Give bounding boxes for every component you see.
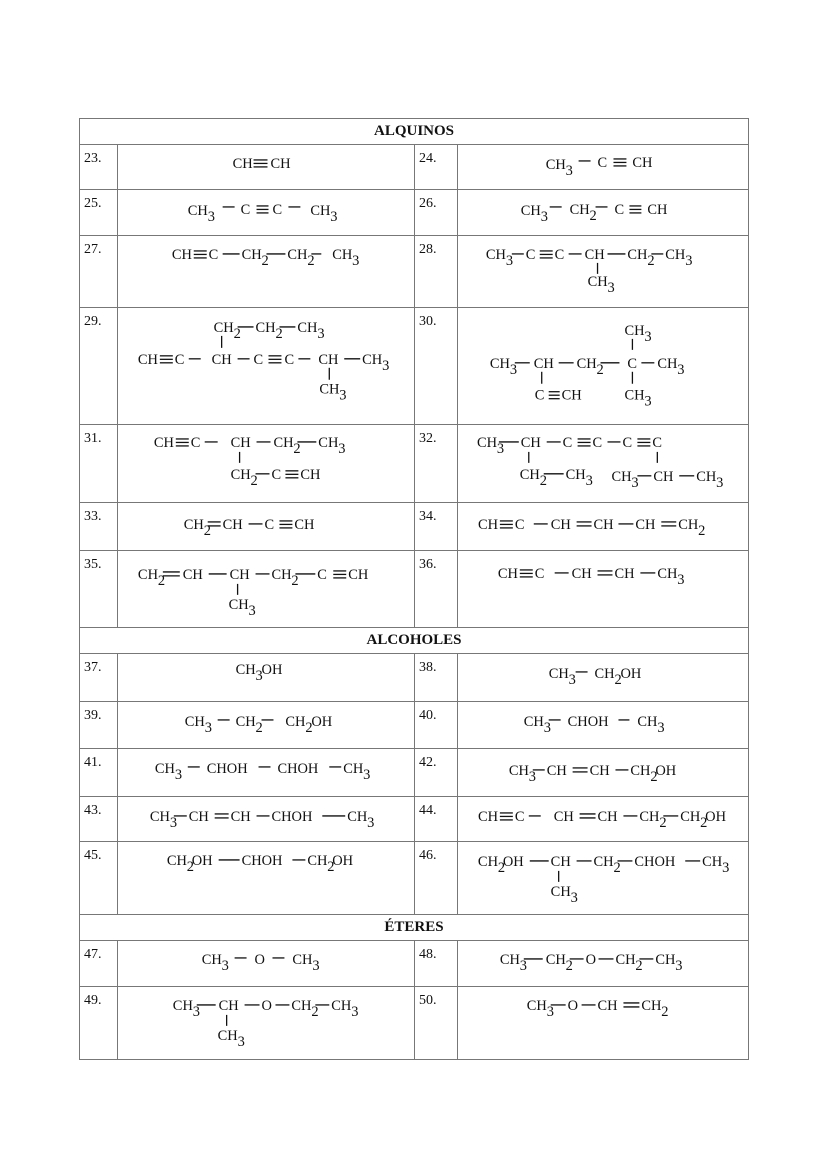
svg-text:3: 3 bbox=[207, 208, 215, 225]
formula-31 bbox=[118, 425, 415, 503]
svg-text:CH: CH bbox=[310, 202, 331, 219]
svg-text:OH: OH bbox=[261, 662, 283, 679]
item-number: 26. bbox=[415, 189, 458, 235]
svg-text:3: 3 bbox=[509, 362, 518, 379]
section-alquinos: ALQUINOS bbox=[80, 119, 749, 145]
svg-text:CH: CH bbox=[597, 998, 618, 1015]
svg-text:CH: CH bbox=[307, 852, 328, 869]
svg-text:CH: CH bbox=[508, 762, 529, 779]
svg-text:3: 3 bbox=[330, 208, 338, 225]
item-number: 47. bbox=[80, 941, 118, 987]
svg-text:CH: CH bbox=[319, 382, 340, 399]
item-number: 42. bbox=[415, 749, 458, 797]
svg-text:CH: CH bbox=[553, 808, 574, 825]
item-number: 28. bbox=[415, 235, 458, 308]
svg-text:CH: CH bbox=[584, 246, 605, 263]
svg-text:CH: CH bbox=[653, 468, 674, 485]
svg-text:CH: CH bbox=[678, 516, 699, 533]
svg-text:CH: CH bbox=[526, 998, 547, 1015]
svg-text:3: 3 bbox=[505, 252, 514, 269]
svg-text:CH: CH bbox=[332, 246, 353, 263]
svg-text:CHOH: CHOH bbox=[567, 714, 609, 731]
item-number: 34. bbox=[415, 502, 458, 550]
svg-text:CH: CH bbox=[229, 566, 250, 583]
svg-text:CH: CH bbox=[291, 998, 312, 1015]
formula-32 bbox=[458, 425, 749, 503]
svg-text:CH: CH bbox=[657, 356, 678, 373]
svg-text:3: 3 bbox=[570, 889, 578, 906]
svg-text:CH: CH bbox=[477, 808, 499, 825]
svg-text:CH: CH bbox=[331, 998, 352, 1015]
svg-text:CH: CH bbox=[300, 466, 321, 483]
svg-text:2: 2 bbox=[614, 672, 622, 689]
svg-text:CH: CH bbox=[149, 808, 170, 825]
svg-text:3: 3 bbox=[237, 1034, 245, 1051]
svg-text:C: C bbox=[240, 201, 251, 218]
svg-text:2: 2 bbox=[157, 572, 166, 589]
svg-text:CH: CH bbox=[137, 566, 159, 583]
formula-27 bbox=[118, 235, 415, 308]
svg-text:CH: CH bbox=[154, 760, 175, 777]
formula-44 bbox=[458, 796, 749, 841]
svg-text:CH: CH bbox=[589, 762, 610, 779]
svg-text:CH: CH bbox=[285, 714, 306, 731]
svg-text:CH: CH bbox=[172, 998, 193, 1015]
item-number: 50. bbox=[415, 987, 458, 1060]
svg-text:CH: CH bbox=[520, 202, 541, 219]
svg-text:C: C bbox=[597, 154, 608, 171]
svg-text:2: 2 bbox=[565, 958, 573, 975]
svg-text:CH: CH bbox=[183, 516, 204, 533]
svg-text:3: 3 bbox=[317, 326, 325, 343]
svg-text:CH: CH bbox=[294, 516, 315, 533]
svg-text:CH: CH bbox=[571, 565, 592, 582]
item-number: 41. bbox=[80, 749, 118, 797]
svg-text:CH: CH bbox=[593, 853, 614, 870]
item-number: 30. bbox=[415, 308, 458, 425]
svg-text:CH: CH bbox=[548, 666, 569, 683]
svg-text:CHOH: CHOH bbox=[634, 853, 676, 870]
svg-text:C: C bbox=[190, 434, 201, 451]
svg-text:2: 2 bbox=[311, 1004, 319, 1021]
item-number: 37. bbox=[80, 654, 118, 702]
svg-text:OH: OH bbox=[311, 714, 333, 731]
svg-text:O: O bbox=[585, 952, 597, 969]
svg-text:CH: CH bbox=[137, 352, 158, 369]
svg-text:2: 2 bbox=[539, 472, 547, 489]
svg-text:CH: CH bbox=[655, 952, 676, 969]
svg-text:CH: CH bbox=[489, 356, 510, 373]
svg-text:CH: CH bbox=[270, 155, 291, 172]
svg-text:3: 3 bbox=[644, 394, 652, 411]
svg-text:CH: CH bbox=[702, 853, 723, 870]
svg-text:CH: CH bbox=[657, 565, 678, 582]
svg-text:C: C bbox=[272, 201, 283, 218]
svg-text:CH: CH bbox=[497, 565, 518, 582]
svg-text:OH: OH bbox=[191, 852, 213, 869]
svg-text:3: 3 bbox=[677, 571, 685, 588]
svg-text:CH: CH bbox=[477, 516, 499, 533]
svg-text:CH: CH bbox=[647, 201, 668, 218]
svg-text:CH: CH bbox=[565, 466, 586, 483]
svg-text:CHOH: CHOH bbox=[241, 852, 283, 869]
item-number: 32. bbox=[415, 425, 458, 503]
svg-text:3: 3 bbox=[363, 766, 371, 783]
item-number: 27. bbox=[80, 235, 118, 308]
formula-30 bbox=[458, 308, 749, 425]
svg-text:CH: CH bbox=[218, 998, 239, 1015]
formula-23 bbox=[118, 145, 415, 190]
formula-36 bbox=[458, 550, 749, 628]
svg-text:3: 3 bbox=[631, 474, 639, 491]
svg-text:CH: CH bbox=[520, 434, 541, 451]
svg-text:CH: CH bbox=[545, 952, 566, 969]
formula-43 bbox=[118, 796, 415, 841]
svg-text:CH: CH bbox=[166, 852, 187, 869]
svg-text:C: C bbox=[317, 566, 327, 583]
formula-24 bbox=[458, 145, 749, 190]
svg-text:CH: CH bbox=[485, 246, 506, 263]
svg-text:CH: CH bbox=[597, 808, 618, 825]
item-number: 49. bbox=[80, 987, 118, 1060]
svg-text:CH: CH bbox=[561, 388, 582, 405]
svg-text:CH: CH bbox=[611, 468, 632, 485]
svg-text:CH: CH bbox=[615, 952, 636, 969]
svg-text:2: 2 bbox=[635, 958, 643, 975]
item-number: 23. bbox=[80, 145, 118, 190]
svg-text:3: 3 bbox=[528, 768, 537, 785]
svg-text:CH: CH bbox=[184, 714, 205, 731]
svg-text:C: C bbox=[208, 246, 219, 263]
svg-text:2: 2 bbox=[305, 720, 313, 737]
formula-40 bbox=[458, 702, 749, 749]
svg-text:CH: CH bbox=[632, 154, 653, 171]
item-number: 33. bbox=[80, 502, 118, 550]
svg-text:CH: CH bbox=[230, 434, 251, 451]
svg-text:C: C bbox=[622, 434, 633, 451]
svg-text:CH: CH bbox=[271, 566, 292, 583]
svg-text:CH: CH bbox=[348, 566, 369, 583]
svg-text:3: 3 bbox=[565, 162, 573, 179]
svg-text:O: O bbox=[261, 998, 272, 1015]
svg-text:2: 2 bbox=[650, 768, 658, 785]
svg-text:CH: CH bbox=[635, 516, 656, 533]
svg-text:3: 3 bbox=[722, 859, 730, 876]
svg-text:3: 3 bbox=[585, 472, 593, 489]
svg-text:3: 3 bbox=[607, 279, 615, 296]
svg-text:OH: OH bbox=[332, 852, 354, 869]
svg-text:3: 3 bbox=[352, 252, 360, 269]
svg-text:2: 2 bbox=[233, 326, 241, 343]
svg-text:O: O bbox=[254, 952, 265, 969]
svg-text:CH: CH bbox=[519, 466, 540, 483]
svg-text:CH: CH bbox=[499, 952, 520, 969]
svg-text:3: 3 bbox=[312, 958, 320, 975]
item-number: 38. bbox=[415, 654, 458, 702]
svg-text:3: 3 bbox=[338, 440, 346, 457]
svg-text:CHOH: CHOH bbox=[206, 760, 248, 777]
svg-text:2: 2 bbox=[275, 326, 283, 343]
svg-text:2: 2 bbox=[250, 472, 258, 489]
item-number: 45. bbox=[80, 841, 118, 915]
svg-text:CH: CH bbox=[230, 808, 251, 825]
svg-text:OH: OH bbox=[655, 762, 677, 779]
svg-text:3: 3 bbox=[519, 958, 528, 975]
formula-table bbox=[79, 118, 749, 1060]
svg-text:CH: CH bbox=[171, 246, 192, 263]
svg-text:CH: CH bbox=[523, 714, 544, 731]
svg-text:CH: CH bbox=[550, 516, 571, 533]
svg-text:2: 2 bbox=[647, 252, 655, 269]
svg-text:3: 3 bbox=[382, 358, 390, 375]
svg-text:CH: CH bbox=[211, 352, 232, 369]
svg-text:C: C bbox=[514, 808, 525, 825]
item-number: 24. bbox=[415, 145, 458, 190]
item-number: 31. bbox=[80, 425, 118, 503]
svg-text:3: 3 bbox=[540, 208, 548, 225]
svg-text:CH: CH bbox=[696, 468, 717, 485]
svg-text:C: C bbox=[534, 388, 545, 405]
svg-text:2: 2 bbox=[700, 814, 708, 831]
svg-text:C: C bbox=[284, 352, 295, 369]
formula-25 bbox=[118, 189, 415, 235]
svg-text:OH: OH bbox=[705, 808, 727, 825]
svg-text:O: O bbox=[567, 998, 579, 1015]
svg-text:CH: CH bbox=[624, 323, 645, 340]
svg-text:3: 3 bbox=[192, 1004, 200, 1021]
svg-text:C: C bbox=[562, 434, 573, 451]
svg-text:CH: CH bbox=[188, 808, 209, 825]
formula-37 bbox=[118, 654, 415, 702]
svg-text:2: 2 bbox=[261, 252, 269, 269]
svg-text:CH: CH bbox=[630, 762, 651, 779]
formula-35 bbox=[118, 550, 415, 628]
formula-42 bbox=[458, 749, 749, 797]
svg-text:CH: CH bbox=[550, 853, 571, 870]
svg-text:3: 3 bbox=[716, 474, 724, 491]
svg-text:CH: CH bbox=[637, 714, 658, 731]
item-number: 40. bbox=[415, 702, 458, 749]
formula-48 bbox=[458, 941, 749, 987]
svg-text:2: 2 bbox=[589, 207, 597, 224]
svg-text:C: C bbox=[264, 516, 275, 533]
svg-text:CH: CH bbox=[182, 566, 203, 583]
svg-text:2: 2 bbox=[497, 859, 506, 876]
item-number: 35. bbox=[80, 550, 118, 628]
svg-text:CH: CH bbox=[153, 434, 174, 451]
svg-text:CH: CH bbox=[665, 246, 686, 263]
svg-text:CH: CH bbox=[255, 320, 276, 337]
svg-text:CH: CH bbox=[222, 516, 243, 533]
svg-text:CH: CH bbox=[273, 434, 294, 451]
svg-text:C: C bbox=[627, 356, 638, 373]
svg-text:CH: CH bbox=[230, 466, 251, 483]
svg-text:CH: CH bbox=[545, 156, 566, 173]
svg-text:CH: CH bbox=[235, 714, 256, 731]
item-number: 43. bbox=[80, 796, 118, 841]
svg-text:CH: CH bbox=[569, 201, 590, 218]
svg-text:2: 2 bbox=[327, 858, 335, 875]
svg-text:3: 3 bbox=[677, 362, 685, 379]
svg-text:CH: CH bbox=[641, 998, 662, 1015]
svg-text:CH: CH bbox=[292, 952, 313, 969]
svg-text:CH: CH bbox=[533, 356, 554, 373]
svg-text:3: 3 bbox=[685, 252, 693, 269]
svg-text:CH: CH bbox=[297, 320, 318, 337]
svg-text:CH: CH bbox=[228, 596, 249, 613]
svg-text:CHOH: CHOH bbox=[277, 760, 319, 777]
svg-text:C: C bbox=[253, 352, 264, 369]
svg-text:CHOH: CHOH bbox=[271, 808, 313, 825]
formula-49 bbox=[118, 987, 415, 1060]
svg-text:CH: CH bbox=[624, 388, 645, 405]
item-number: 36. bbox=[415, 550, 458, 628]
svg-text:2: 2 bbox=[661, 1004, 669, 1021]
item-number: 44. bbox=[415, 796, 458, 841]
formula-50 bbox=[458, 987, 749, 1060]
svg-text:OH: OH bbox=[620, 666, 642, 683]
svg-text:C: C bbox=[614, 201, 625, 218]
item-number: 25. bbox=[80, 189, 118, 235]
svg-text:CH: CH bbox=[614, 565, 635, 582]
svg-text:3: 3 bbox=[644, 329, 652, 346]
svg-text:3: 3 bbox=[657, 720, 665, 737]
svg-text:CH: CH bbox=[587, 273, 608, 290]
svg-text:2: 2 bbox=[659, 814, 667, 831]
svg-text:3: 3 bbox=[568, 672, 576, 689]
svg-text:OH: OH bbox=[502, 853, 524, 870]
svg-text:CH: CH bbox=[201, 952, 222, 969]
svg-text:CH: CH bbox=[347, 808, 368, 825]
svg-text:CH: CH bbox=[287, 246, 308, 263]
svg-text:C: C bbox=[174, 352, 185, 369]
svg-text:3: 3 bbox=[169, 814, 178, 831]
svg-text:2: 2 bbox=[203, 522, 211, 539]
svg-text:CH: CH bbox=[680, 808, 701, 825]
formula-28 bbox=[458, 235, 749, 308]
svg-text:CH: CH bbox=[627, 246, 648, 263]
section-alcoholes: ALCOHOLES bbox=[80, 628, 749, 654]
svg-text:3: 3 bbox=[204, 720, 212, 737]
formula-45 bbox=[118, 841, 415, 915]
svg-text:CH: CH bbox=[213, 320, 234, 337]
svg-text:2: 2 bbox=[596, 362, 604, 379]
svg-text:CH: CH bbox=[343, 760, 364, 777]
svg-text:2: 2 bbox=[293, 440, 301, 457]
svg-text:3: 3 bbox=[546, 1004, 554, 1021]
svg-text:2: 2 bbox=[255, 720, 263, 737]
formula-46 bbox=[458, 841, 749, 915]
formula-33 bbox=[118, 502, 415, 550]
svg-text:3: 3 bbox=[255, 668, 263, 685]
svg-text:C: C bbox=[525, 246, 536, 263]
svg-text:CH: CH bbox=[476, 434, 498, 451]
formula-47 bbox=[118, 941, 415, 987]
svg-text:CH: CH bbox=[187, 202, 208, 219]
svg-text:C: C bbox=[271, 466, 282, 483]
formula-29 bbox=[118, 308, 415, 425]
svg-text:CH: CH bbox=[362, 352, 383, 369]
svg-text:C: C bbox=[554, 246, 565, 263]
svg-text:CH: CH bbox=[550, 883, 571, 900]
svg-text:3: 3 bbox=[248, 602, 256, 619]
svg-text:CH: CH bbox=[594, 666, 615, 683]
section-eteres: ÉTERES bbox=[80, 915, 749, 941]
formula-39 bbox=[118, 702, 415, 749]
svg-text:3: 3 bbox=[339, 388, 347, 405]
item-number: 48. bbox=[415, 941, 458, 987]
svg-text:2: 2 bbox=[291, 572, 299, 589]
item-number: 29. bbox=[80, 308, 118, 425]
item-number: 39. bbox=[80, 702, 118, 749]
svg-text:CH: CH bbox=[639, 808, 660, 825]
svg-text:3: 3 bbox=[221, 958, 229, 975]
svg-text:3: 3 bbox=[496, 440, 505, 457]
formula-26 bbox=[458, 189, 749, 235]
formula-34 bbox=[458, 502, 749, 550]
svg-text:CH: CH bbox=[235, 662, 256, 679]
svg-text:C: C bbox=[534, 565, 545, 582]
svg-text:2: 2 bbox=[307, 252, 315, 269]
svg-text:3: 3 bbox=[543, 720, 551, 737]
svg-text:CH: CH bbox=[232, 155, 253, 172]
svg-text:3: 3 bbox=[675, 958, 683, 975]
svg-text:2: 2 bbox=[613, 859, 621, 876]
svg-text:CH: CH bbox=[546, 762, 567, 779]
svg-text:2: 2 bbox=[698, 522, 706, 539]
formula-38 bbox=[458, 654, 749, 702]
svg-text:CH: CH bbox=[318, 434, 339, 451]
svg-text:CH: CH bbox=[477, 853, 499, 870]
svg-text:CH: CH bbox=[217, 1028, 238, 1045]
svg-text:C: C bbox=[652, 434, 662, 451]
svg-text:CH: CH bbox=[318, 352, 339, 369]
svg-text:3: 3 bbox=[351, 1004, 359, 1021]
svg-text:CH: CH bbox=[241, 246, 262, 263]
svg-text:CH: CH bbox=[576, 356, 597, 373]
svg-text:C: C bbox=[514, 516, 525, 533]
item-number: 46. bbox=[415, 841, 458, 915]
svg-text:3: 3 bbox=[367, 814, 375, 831]
svg-text:3: 3 bbox=[174, 766, 183, 783]
svg-text:2: 2 bbox=[186, 858, 194, 875]
svg-text:C: C bbox=[592, 434, 603, 451]
svg-text:CH: CH bbox=[593, 516, 614, 533]
formula-41 bbox=[118, 749, 415, 797]
